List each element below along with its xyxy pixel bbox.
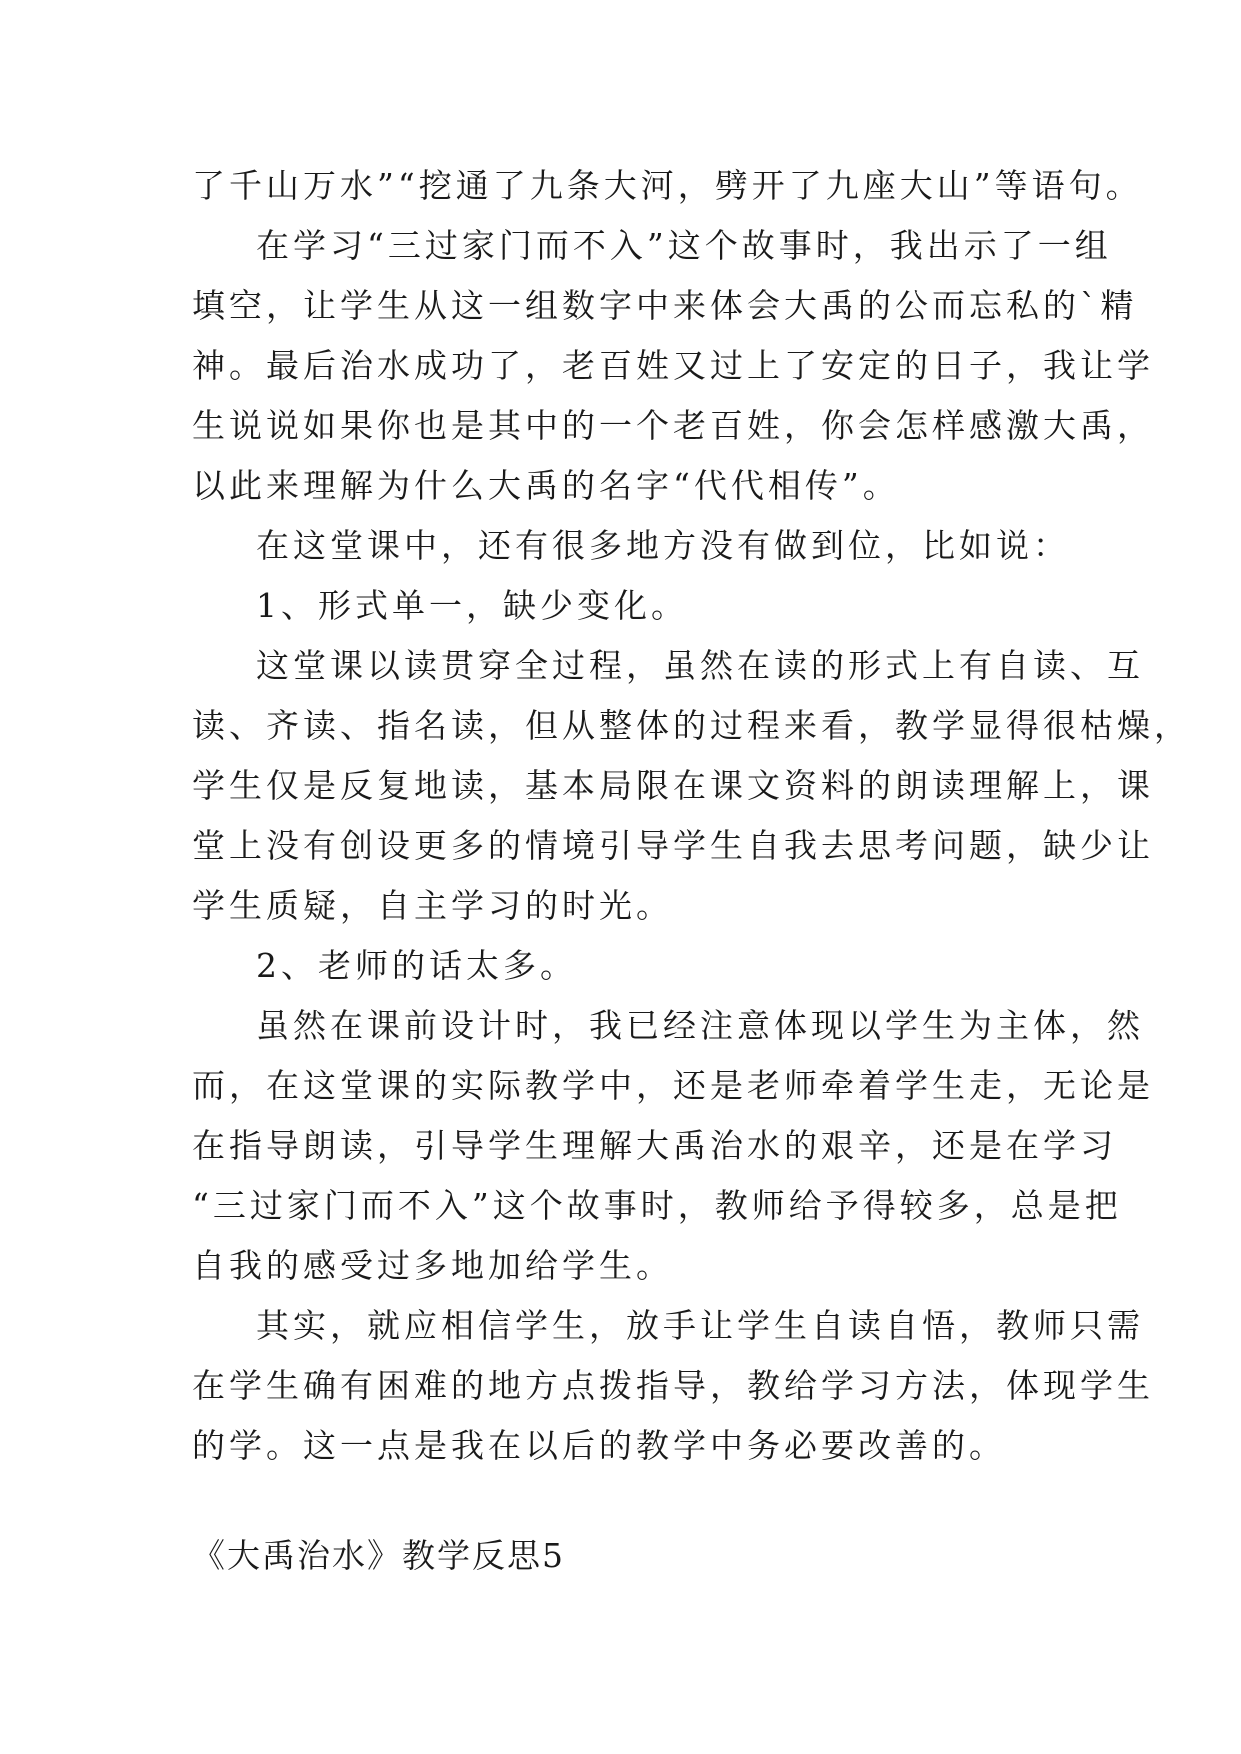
text-line: 的学。这一点是我在以后的教学中务必要改善的。: [192, 1426, 1006, 1465]
text-line: 了千山万水”“挖通了九条大河，劈开了九座大山”等语句。: [192, 166, 1143, 205]
text-line: 而，在这堂课的实际教学中，还是老师牵着学生走，无论是: [192, 1066, 1154, 1105]
paragraph-start-line: 这堂课以读贯穿全过程，虽然在读的形式上有自读、互: [256, 646, 1144, 685]
text-line: 读、齐读、指名读，但从整体的过程来看，教学显得很枯燥，: [192, 706, 1191, 745]
list-item-heading: 2、老师的话太多。: [256, 946, 577, 985]
text-line: 以此来理解为什么大禹的名字“代代相传”。: [192, 466, 900, 505]
paragraph-start-line: 虽然在课前设计时，我已经注意体现以学生为主体，然: [256, 1006, 1144, 1045]
text-line: 自我的感受过多地加给学生。: [192, 1246, 673, 1285]
list-item-heading: 1、形式单一，缺少变化。: [256, 586, 688, 625]
text-line: 填空，让学生从这一组数字中来体会大禹的公而忘私的`精: [192, 286, 1138, 325]
text-line: 在指导朗读，引导学生理解大禹治水的艰辛，还是在学习: [192, 1126, 1117, 1165]
paragraph-start-line: 在这堂课中，还有很多地方没有做到位，比如说：: [256, 526, 1070, 565]
text-line: 堂上没有创设更多的情境引导学生自我去思考问题，缺少让: [192, 826, 1154, 865]
text-line: 神。最后治水成功了，老百姓又过上了安定的日子，我让学: [192, 346, 1154, 385]
section-title: 《大禹治水》教学反思5: [192, 1536, 565, 1575]
text-line: 生说说如果你也是其中的一个老百姓，你会怎样感激大禹，: [192, 406, 1154, 445]
text-line: 在学生确有困难的地方点拨指导，教给学习方法，体现学生: [192, 1366, 1154, 1405]
text-line: “三过家门而不入”这个故事时，教师给予得较多，总是把: [192, 1186, 1122, 1225]
text-line: 学生仅是反复地读，基本局限在课文资料的朗读理解上，课: [192, 766, 1154, 805]
paragraph-start-line: 在学习“三过家门而不入”这个故事时，我出示了一组: [256, 226, 1112, 265]
paragraph-start-line: 其实，就应相信学生，放手让学生自读自悟，教师只需: [256, 1306, 1144, 1345]
text-line: 学生质疑，自主学习的时光。: [192, 886, 673, 925]
